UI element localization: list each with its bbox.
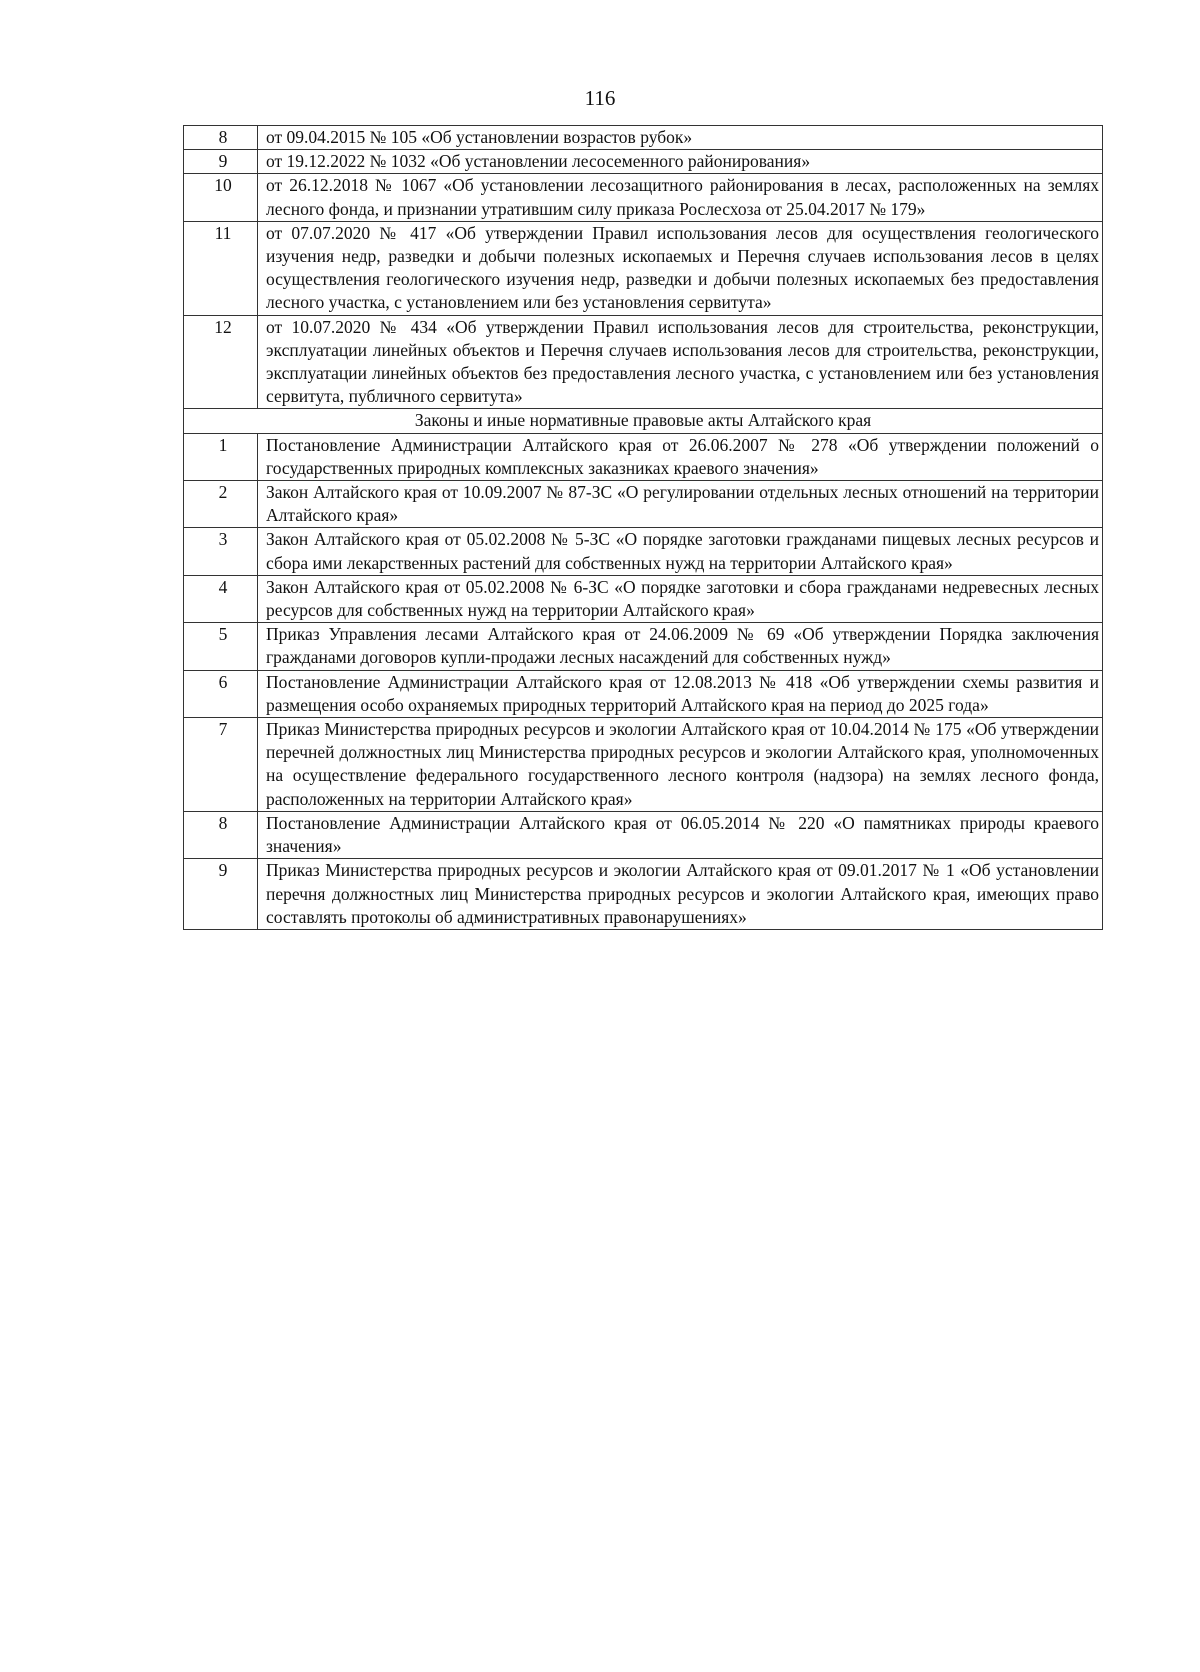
row-text: от 26.12.2018 № 1067 «Об установлении лесозащитного районирования в лесах, расположенных на землях лесного фонда, и признании утратившим силу приказа Рослесхоза от 25.04.2017 № 179»: [258, 174, 1103, 221]
row-number: 11: [184, 221, 258, 315]
row-number: 3: [184, 528, 258, 575]
section-header-row: [184, 409, 1103, 433]
row-text: Приказ Управления лесами Алтайского края от 24.06.2009 № 69 «Об утверждении Порядка заключения гражданами договоров купли-продажи лесных насаждений для собственных нужд»: [258, 623, 1103, 670]
row-number: 12: [184, 315, 258, 409]
table-row: [184, 859, 1103, 930]
row-text: от 19.12.2022 № 1032 «Об установлении лесосеменного районирования»: [258, 150, 1103, 174]
row-number: 9: [184, 859, 258, 930]
legal-acts-table: [183, 125, 1103, 930]
row-number: 9: [184, 150, 258, 174]
table-row: [184, 811, 1103, 858]
row-number: 1: [184, 433, 258, 480]
row-number: 10: [184, 174, 258, 221]
table-row: [184, 126, 1103, 150]
row-number: 6: [184, 670, 258, 717]
row-text: от 09.04.2015 № 105 «Об установлении возрастов рубок»: [258, 126, 1103, 150]
row-text: Постановление Администрации Алтайского края от 26.06.2007 № 278 «Об утверждении положений о государственных природных комплексных заказниках краевого значения»: [258, 433, 1103, 480]
table-row: [184, 670, 1103, 717]
row-text: от 07.07.2020 № 417 «Об утверждении Правил использования лесов для осуществления геологического изучения недр, разведки и добычи полезных ископаемых и Перечня случаев использования лесов в целях осуществления геологического изучения недр, разведки и добычи полезных ископаемых без предоставления лесного участка, с установлением или без установления сервитута»: [258, 221, 1103, 315]
row-text: Закон Алтайского края от 10.09.2007 № 87-ЗС «О регулировании отдельных лесных отношений на территории Алтайского края»: [258, 481, 1103, 528]
row-number: 2: [184, 481, 258, 528]
table-row: [184, 623, 1103, 670]
row-number: 8: [184, 811, 258, 858]
table-row: [184, 150, 1103, 174]
table-row: [184, 575, 1103, 622]
row-text: Закон Алтайского края от 05.02.2008 № 6-ЗС «О порядке заготовки и сбора гражданами недревесных лесных ресурсов для собственных нужд на территории Алтайского края»: [258, 575, 1103, 622]
row-text: от 10.07.2020 № 434 «Об утверждении Правил использования лесов для строительства, реконструкции, эксплуатации линейных объектов и Перечня случаев использования лесов для строительства, реконструкции, эксплуатации линейных объектов без предоставления лесного участка, с установлением или без установления сервитута, публичного сервитута»: [258, 315, 1103, 409]
row-text: Закон Алтайского края от 05.02.2008 № 5-ЗС «О порядке заготовки гражданами пищевых лесных ресурсов и сбора ими лекарственных растений для собственных нужд на территории Алтайского края»: [258, 528, 1103, 575]
row-number: 8: [184, 126, 258, 150]
page-number: 116: [584, 86, 616, 110]
table-row: [184, 315, 1103, 409]
table-row: [184, 481, 1103, 528]
row-text: Приказ Министерства природных ресурсов и экологии Алтайского края от 10.04.2014 № 175 «Об утверждении перечней должностных лиц Министерства природных ресурсов и экологии Алтайского края, уполномоченных на осуществление федерального государственного лесного контроля (надзора) на землях лесного фонда, расположенных на территории Алтайского края»: [258, 718, 1103, 812]
section-title: Законы и иные нормативные правовые акты Алтайского края: [184, 409, 1103, 433]
row-number: 5: [184, 623, 258, 670]
table-row: [184, 718, 1103, 812]
row-text: Приказ Министерства природных ресурсов и экологии Алтайского края от 09.01.2017 № 1 «Об установлении перечня должностных лиц Министерства природных ресурсов и экологии Алтайского края, имеющих право составлять протоколы об административных правонарушениях»: [258, 859, 1103, 930]
table-row: [184, 528, 1103, 575]
row-text: Постановление Администрации Алтайского края от 06.05.2014 № 220 «О памятниках природы краевого значения»: [258, 811, 1103, 858]
row-text: Постановление Администрации Алтайского края от 12.08.2013 № 418 «Об утверждении схемы развития и размещения особо охраняемых природных территорий Алтайского края на период до 2025 года»: [258, 670, 1103, 717]
table-row: [184, 221, 1103, 315]
row-number: 4: [184, 575, 258, 622]
table-row: [184, 433, 1103, 480]
table-row: [184, 174, 1103, 221]
row-number: 7: [184, 718, 258, 812]
